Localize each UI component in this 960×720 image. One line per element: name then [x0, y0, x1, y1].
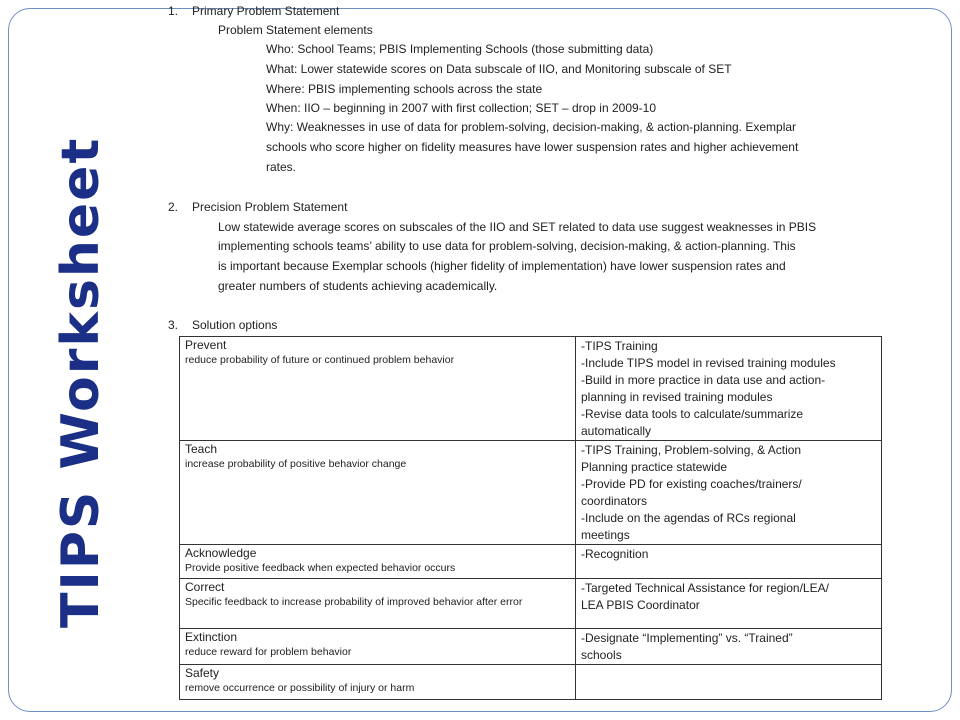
section-heading: Precision Problem Statement — [192, 200, 348, 214]
solution-line: -Revise data tools to calculate/summarize — [581, 407, 804, 421]
section-heading: Primary Problem Statement — [192, 4, 340, 18]
solutions-cell — [576, 441, 882, 545]
category-description: reduce probability of future or continued problem behavior — [185, 354, 455, 366]
who-line: Who: School Teams; PBIS Implementing Schools (those submitting data) — [266, 42, 654, 56]
category-name: Safety — [185, 666, 220, 680]
category-cell — [180, 665, 576, 700]
table-row — [180, 629, 882, 665]
table-row — [180, 545, 882, 579]
solution-line: schools — [581, 648, 622, 662]
category-name: Correct — [185, 580, 225, 594]
solution-line: -Designate “Implementing” vs. “Trained” — [581, 631, 793, 645]
category-cell — [180, 629, 576, 665]
category-cell — [180, 579, 576, 629]
paragraph-line: is important because Exemplar schools (higher fidelity of implementation) have lower suspension rates and — [218, 259, 786, 273]
category-name: Prevent — [185, 338, 227, 352]
solution-line: meetings — [581, 528, 630, 542]
paragraph-line: Low statewide average scores on subscales of the IIO and SET related to data use suggest weaknesses in PBIS — [218, 220, 817, 234]
category-name: Extinction — [185, 630, 238, 644]
category-cell — [180, 441, 576, 545]
paragraph-line: implementing schools teams’ ability to use data for problem-solving, decision-making, & action-planning. This — [218, 239, 796, 253]
solution-line: -Include on the agendas of RCs regional — [581, 511, 796, 525]
section-number: 1. — [168, 4, 179, 18]
category-name: Acknowledge — [185, 546, 257, 560]
solution-line: -Include TIPS model in revised training modules — [581, 356, 836, 370]
category-description: remove occurrence or possibility of injury or harm — [185, 682, 415, 694]
table-row — [180, 579, 882, 629]
category-description: Specific feedback to increase probability of improved behavior after error — [185, 596, 523, 608]
why-line: rates. — [266, 160, 297, 174]
solution-line: automatically — [581, 424, 652, 438]
why-line: schools who score higher on fidelity measures have lower suspension rates and higher achievement — [266, 140, 799, 154]
worksheet-document — [160, 0, 900, 720]
table-row — [180, 337, 882, 441]
solution-line: -Provide PD for existing coaches/trainers/ — [581, 477, 802, 491]
category-cell — [180, 337, 576, 441]
solution-line: Planning practice statewide — [581, 460, 728, 474]
solution-line: -TIPS Training, Problem-solving, & Action — [581, 443, 802, 457]
sub-heading: Problem Statement elements — [218, 23, 373, 37]
when-line: When: IIO – beginning in 2007 with first collection; SET – drop in 2009-10 — [266, 101, 657, 115]
solution-options-table — [179, 336, 882, 700]
section-number: 3. — [168, 318, 179, 332]
solution-line: -TIPS Training — [581, 339, 658, 353]
section-heading: Solution options — [192, 318, 278, 332]
solutions-cell — [576, 545, 882, 579]
category-description: reduce reward for problem behavior — [185, 646, 352, 658]
solutions-cell — [576, 337, 882, 441]
solution-line: coordinators — [581, 494, 648, 508]
table-row — [180, 441, 882, 545]
category-description: increase probability of positive behavior change — [185, 458, 407, 470]
section-number: 2. — [168, 200, 179, 214]
category-cell — [180, 545, 576, 579]
solution-line: -Recognition — [581, 547, 649, 561]
what-line: What: Lower statewide scores on Data subscale of IIO, and Monitoring subscale of SET — [266, 62, 732, 76]
category-description: Provide positive feedback when expected behavior occurs — [185, 562, 456, 574]
solution-line: planning in revised training modules — [581, 390, 773, 404]
category-name: Teach — [185, 442, 218, 456]
solution-line: -Build in more practice in data use and action- — [581, 373, 826, 387]
paragraph-line: greater numbers of students achieving academically. — [218, 279, 498, 293]
solutions-cell — [576, 665, 882, 700]
slide-title: TIPS Worksheet — [51, 136, 111, 628]
why-line: Why: Weaknesses in use of data for problem-solving, decision-making, & action-planning. Exemplar — [266, 120, 797, 134]
solution-line: -Targeted Technical Assistance for region/LEA/ — [581, 581, 829, 595]
solution-line: LEA PBIS Coordinator — [581, 598, 700, 612]
solutions-cell — [576, 579, 882, 629]
where-line: Where: PBIS implementing schools across the state — [266, 82, 543, 96]
solutions-cell — [576, 629, 882, 665]
table-row — [180, 665, 882, 700]
